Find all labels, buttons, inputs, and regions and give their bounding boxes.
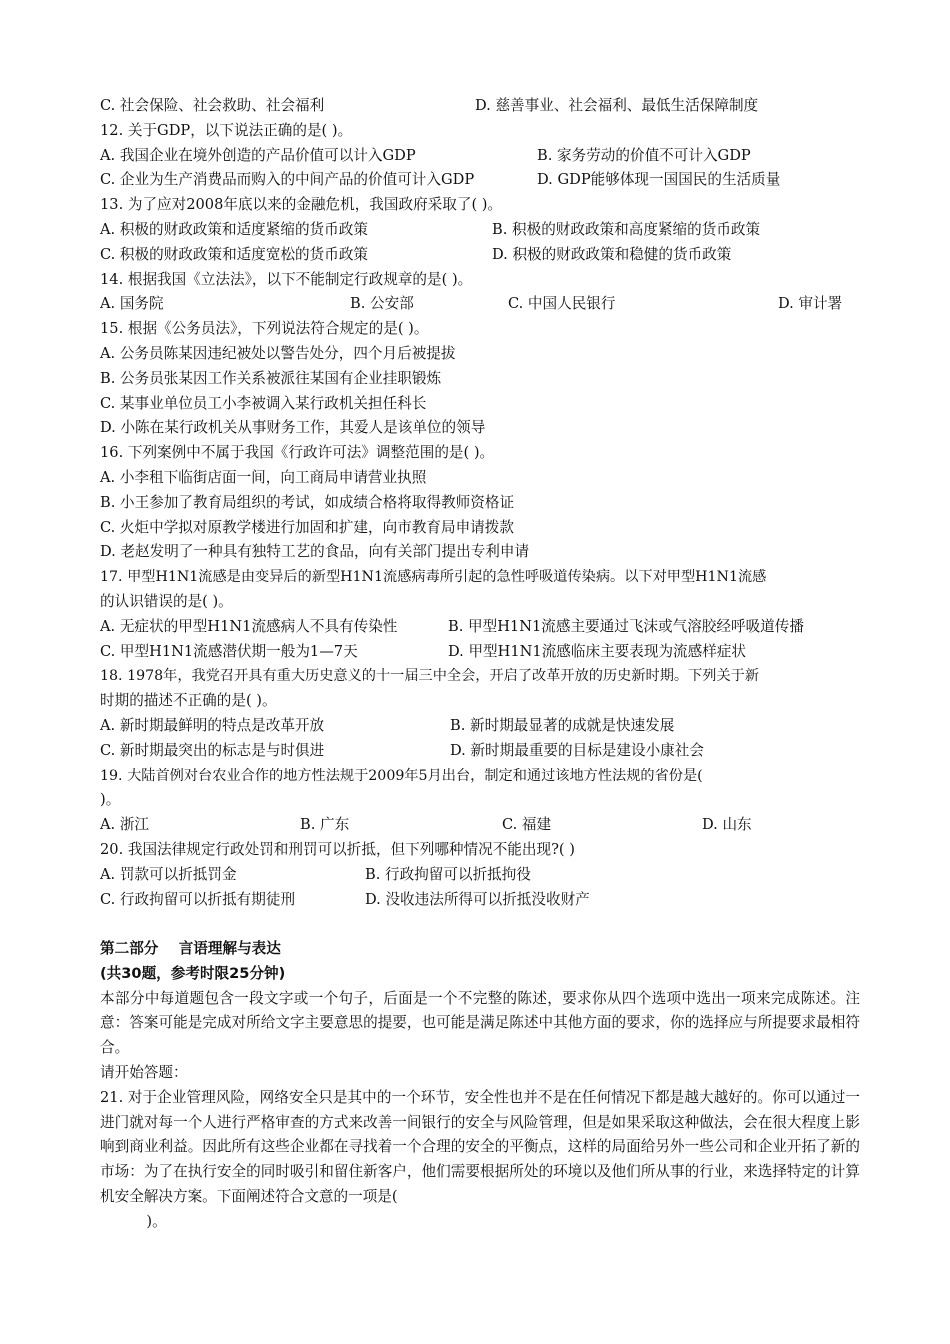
q18-stem-line-2: 时期的描述不正确的是( )。 <box>100 692 277 710</box>
q21-answer-blank: )。 <box>100 1212 167 1230</box>
q12-options-row-1 <box>100 144 860 169</box>
q18-option-b: B. 新时期最显著的成就是快速发展 <box>450 716 675 734</box>
q18-options-row-1 <box>100 714 860 739</box>
q16-option-c: C. 火炬中学拟对原教学楼进行加固和扩建，向市教育局申请拨款 <box>100 518 514 536</box>
q15-option-b: B. 公务员张某因工作关系被派往某国有企业挂职锻炼 <box>100 369 442 387</box>
q18-option-a: A. 新时期最鲜明的特点是改革开放 <box>100 716 325 734</box>
section2-instructions: 本部分中每道题包含一段文字或一个句子，后面是一个不完整的陈述，要求你从四个选项中选出一项来完成陈述。注意：答案可能是完成对所给文字主要意思的提要，也可能是满足陈述中其他方面的要求，你的选择应与所提要求最相符合。 <box>100 989 860 1057</box>
section2-start: 请开始答题： <box>100 1064 188 1082</box>
q18-stem-line-1: 18. 1978年，我党召开具有重大历史意义的十一届三中全会，开启了改革开放的历史新时期。下列关于新 <box>100 668 760 685</box>
q14-stem: 14. 根据我国《立法法》，以下不能制定行政规章的是( )。 <box>100 270 473 288</box>
q11-option-d: D. 慈善事业、社会福利、最低生活保障制度 <box>475 97 759 114</box>
q14-option-a: A. 国务院 <box>100 295 164 313</box>
q17-option-c: C. 甲型H1N1流感潜伏期一般为1—7天 <box>100 642 358 660</box>
q12-option-a: A. 我国企业在境外创造的产品价值可以计入GDP <box>100 146 416 164</box>
q19-stem-line-1: 19. 大陆首例对台农业合作的地方性法规于2009年5月出台，制定和通过该地方性法规的省份是( <box>100 767 703 784</box>
q18-option-d: D. 新时期最重要的目标是建设小康社会 <box>450 741 704 759</box>
q18-option-c: C. 新时期最突出的标志是与时俱进 <box>100 741 325 759</box>
q15-stem: 15. 根据《公务员法》，下列说法符合规定的是( )。 <box>100 320 429 338</box>
q16-option-d: D. 老赵发明了一种具有独特工艺的食品，向有关部门提出专利申请 <box>100 543 530 561</box>
q20-option-c: C. 行政拘留可以折抵有期徒刑 <box>100 890 296 908</box>
q16-option-b: B. 小王参加了教育局组织的考试，如成绩合格将取得教师资格证 <box>100 493 515 511</box>
q16-stem: 16. 下列案例中不属于我国《行政许可法》调整范围的是( )。 <box>100 444 495 462</box>
q14-option-d: D. 审计署 <box>778 295 843 313</box>
q15-option-a: A. 公务员陈某因违纪被处以警告处分，四个月后被提拔 <box>100 344 456 362</box>
section-spacer <box>100 912 860 937</box>
q13-stem: 13. 为了应对2008年底以来的金融危机，我国政府采取了( )。 <box>100 196 503 214</box>
q20-options-row-1 <box>100 863 860 888</box>
q21-paragraph: 21. 对于企业管理风险，网络安全只是其中的一个环节，安全性也并不是在任何情况下都是越大越好的。你可以通过一进门就对每一个人进行严格审查的方式来改善一间银行的安全与风险管理，但是如果采取这种做法，会在很大程度上影响到商业利益。因此所有这些企业都在寻找着一个合理的安全的平衡点，这样的局面给另外一些公司和企业开拓了新的市场：为了在执行安全的同时吸引和留住新客户，他们需要根据所处的环境以及他们所从事的行业，来选择特定的计算机安全解决方案。下面阐述符合文意的一项是( <box>100 1088 860 1206</box>
q19-option-a: A. 浙江 <box>100 816 150 834</box>
q12-options-row-2 <box>100 168 860 193</box>
q19-option-b: B. 广东 <box>300 816 350 834</box>
q14-option-c: C. 中国人民银行 <box>508 295 616 313</box>
q13-option-a: A. 积极的财政政策和适度紧缩的货币政策 <box>100 220 368 238</box>
q13-option-d: D. 积极的财政政策和稳健的货币政策 <box>492 245 732 263</box>
q15-option-d: D. 小陈在某行政机关从事财务工作，其爱人是该单位的领导 <box>100 419 486 437</box>
q17-option-d: D. 甲型H1N1流感临床主要表现为流感样症状 <box>448 642 747 660</box>
q15-option-c: C. 某事业单位员工小李被调入某行政机关担任科长 <box>100 394 427 412</box>
q20-option-d: D. 没收违法所得可以折抵没收财产 <box>365 890 590 908</box>
q17-stem-line-2: 的认识错误的是( )。 <box>100 592 233 610</box>
q13-options-row-1 <box>100 218 860 243</box>
q11-option-c: C. 社会保险、社会救助、社会福利 <box>100 97 325 114</box>
q17-options-row-2 <box>100 640 860 665</box>
q12-stem: 12. 关于GDP，以下说法正确的是( )。 <box>100 121 353 139</box>
q16-option-a: A. 小李租下临街店面一间，向工商局申请营业执照 <box>100 468 427 486</box>
q12-option-b: B. 家务劳动的价值不可计入GDP <box>537 146 751 164</box>
q17-options-row-1 <box>100 615 860 640</box>
q14-options-row <box>100 292 860 317</box>
q19-option-d: D. 山东 <box>702 816 752 834</box>
q20-option-a: A. 罚款可以折抵罚金 <box>100 865 237 883</box>
q13-option-c: C. 积极的财政政策和适度宽松的货币政策 <box>100 245 369 263</box>
q19-stem-line-2: )。 <box>100 791 121 809</box>
q13-option-b: B. 积极的财政政策和高度紧缩的货币政策 <box>492 220 761 238</box>
q17-stem-line-1: 17. 甲型H1N1流感是由变异后的新型H1N1流感病毒所引起的急性呼吸道传染病。以下对甲型H1N1流感 <box>100 569 767 586</box>
q13-options-row-2 <box>100 243 860 268</box>
section2-subtitle: (共30题，参考时限25分钟) <box>100 964 286 982</box>
q17-option-a: A. 无症状的甲型H1N1流感病人不具有传染性 <box>100 617 398 635</box>
q20-options-row-2 <box>100 888 860 913</box>
q17-option-b: B. 甲型H1N1流感主要通过飞沫或气溶胶经呼吸道传播 <box>448 617 804 635</box>
q19-options-row <box>100 813 860 838</box>
q12-option-c: C. 企业为生产消费品而购入的中间产品的价值可计入GDP <box>100 171 475 189</box>
q11-options-row <box>100 94 860 119</box>
q19-option-c: C. 福建 <box>502 816 552 834</box>
q12-option-d: D. GDP能够体现一国国民的生活质量 <box>537 171 781 189</box>
q18-options-row-2 <box>100 739 860 764</box>
q20-stem: 20. 我国法律规定行政处罚和刑罚可以折抵，但下列哪种情况不能出现?( ) <box>100 840 575 858</box>
q14-option-b: B. 公安部 <box>350 295 414 313</box>
section2-title: 第二部分 言语理解与表达 <box>100 940 281 958</box>
q20-option-b: B. 行政拘留可以折抵拘役 <box>365 865 531 883</box>
